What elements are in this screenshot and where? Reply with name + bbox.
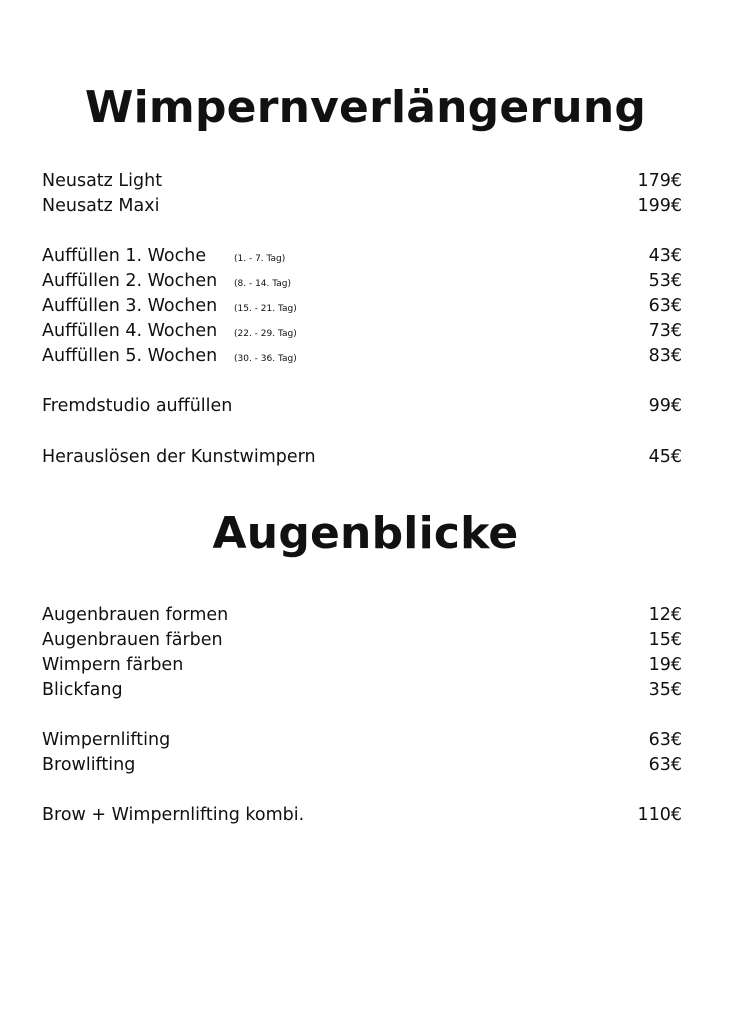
service-name: Neusatz Maxi xyxy=(42,196,160,216)
service-name: Auffüllen 3. Wochen xyxy=(42,296,218,316)
service-price: 35€ xyxy=(648,680,682,700)
price-row xyxy=(42,344,682,369)
service-price: 99€ xyxy=(648,396,682,416)
service-name: Auffüllen 2. Wochen xyxy=(42,271,218,291)
service-name: Neusatz Light xyxy=(42,171,163,191)
service-name: Wimpernlifting xyxy=(42,730,171,750)
price-row xyxy=(42,753,682,778)
service-note: (1. - 7. Tag) xyxy=(234,254,286,264)
service-price: 45€ xyxy=(648,447,682,467)
price-row xyxy=(42,678,682,703)
service-name: Wimpern färben xyxy=(42,655,184,675)
service-price: 110€ xyxy=(637,805,682,825)
service-name: Fremdstudio auffüllen xyxy=(42,396,233,416)
service-name: Augenbrauen färben xyxy=(42,630,223,650)
price-row xyxy=(42,269,682,294)
price-row xyxy=(42,169,682,194)
price-row xyxy=(42,194,682,219)
service-price: 63€ xyxy=(648,755,682,775)
price-row xyxy=(42,728,682,753)
price-row xyxy=(42,244,682,269)
service-name: Augenbrauen formen xyxy=(42,605,229,625)
service-name: Herauslösen der Kunstwimpern xyxy=(42,447,316,467)
price-row xyxy=(42,803,682,828)
section-title-wimpernverlaengerung: Wimpernverlängerung xyxy=(84,82,647,133)
service-note: (15. - 21. Tag) xyxy=(234,304,297,314)
service-name: Auffüllen 5. Wochen xyxy=(42,346,218,366)
service-price: 19€ xyxy=(648,655,682,675)
service-note: (30. - 36. Tag) xyxy=(234,354,297,364)
price-row xyxy=(42,294,682,319)
service-note: (8. - 14. Tag) xyxy=(234,279,291,289)
price-row xyxy=(42,445,682,470)
price-row xyxy=(42,394,682,419)
service-price: 73€ xyxy=(648,321,682,341)
service-price: 43€ xyxy=(648,246,682,266)
service-note: (22. - 29. Tag) xyxy=(234,329,297,339)
section-title-augenblicke: Augenblicke xyxy=(212,508,519,559)
service-name: Auffüllen 4. Wochen xyxy=(42,321,218,341)
price-row xyxy=(42,603,682,628)
price-row xyxy=(42,653,682,678)
service-price: 53€ xyxy=(648,271,682,291)
price-row xyxy=(42,628,682,653)
service-price: 199€ xyxy=(637,196,682,216)
service-price: 15€ xyxy=(648,630,682,650)
service-price: 12€ xyxy=(648,605,682,625)
service-price: 83€ xyxy=(648,346,682,366)
service-name: Blickfang xyxy=(42,680,123,700)
service-name: Browlifting xyxy=(42,755,136,775)
service-price: 63€ xyxy=(648,296,682,316)
service-price: 63€ xyxy=(648,730,682,750)
service-name: Brow + Wimpernlifting kombi. xyxy=(42,805,305,825)
service-name: Auffüllen 1. Woche xyxy=(42,246,207,266)
price-row xyxy=(42,319,682,344)
service-price: 179€ xyxy=(637,171,682,191)
